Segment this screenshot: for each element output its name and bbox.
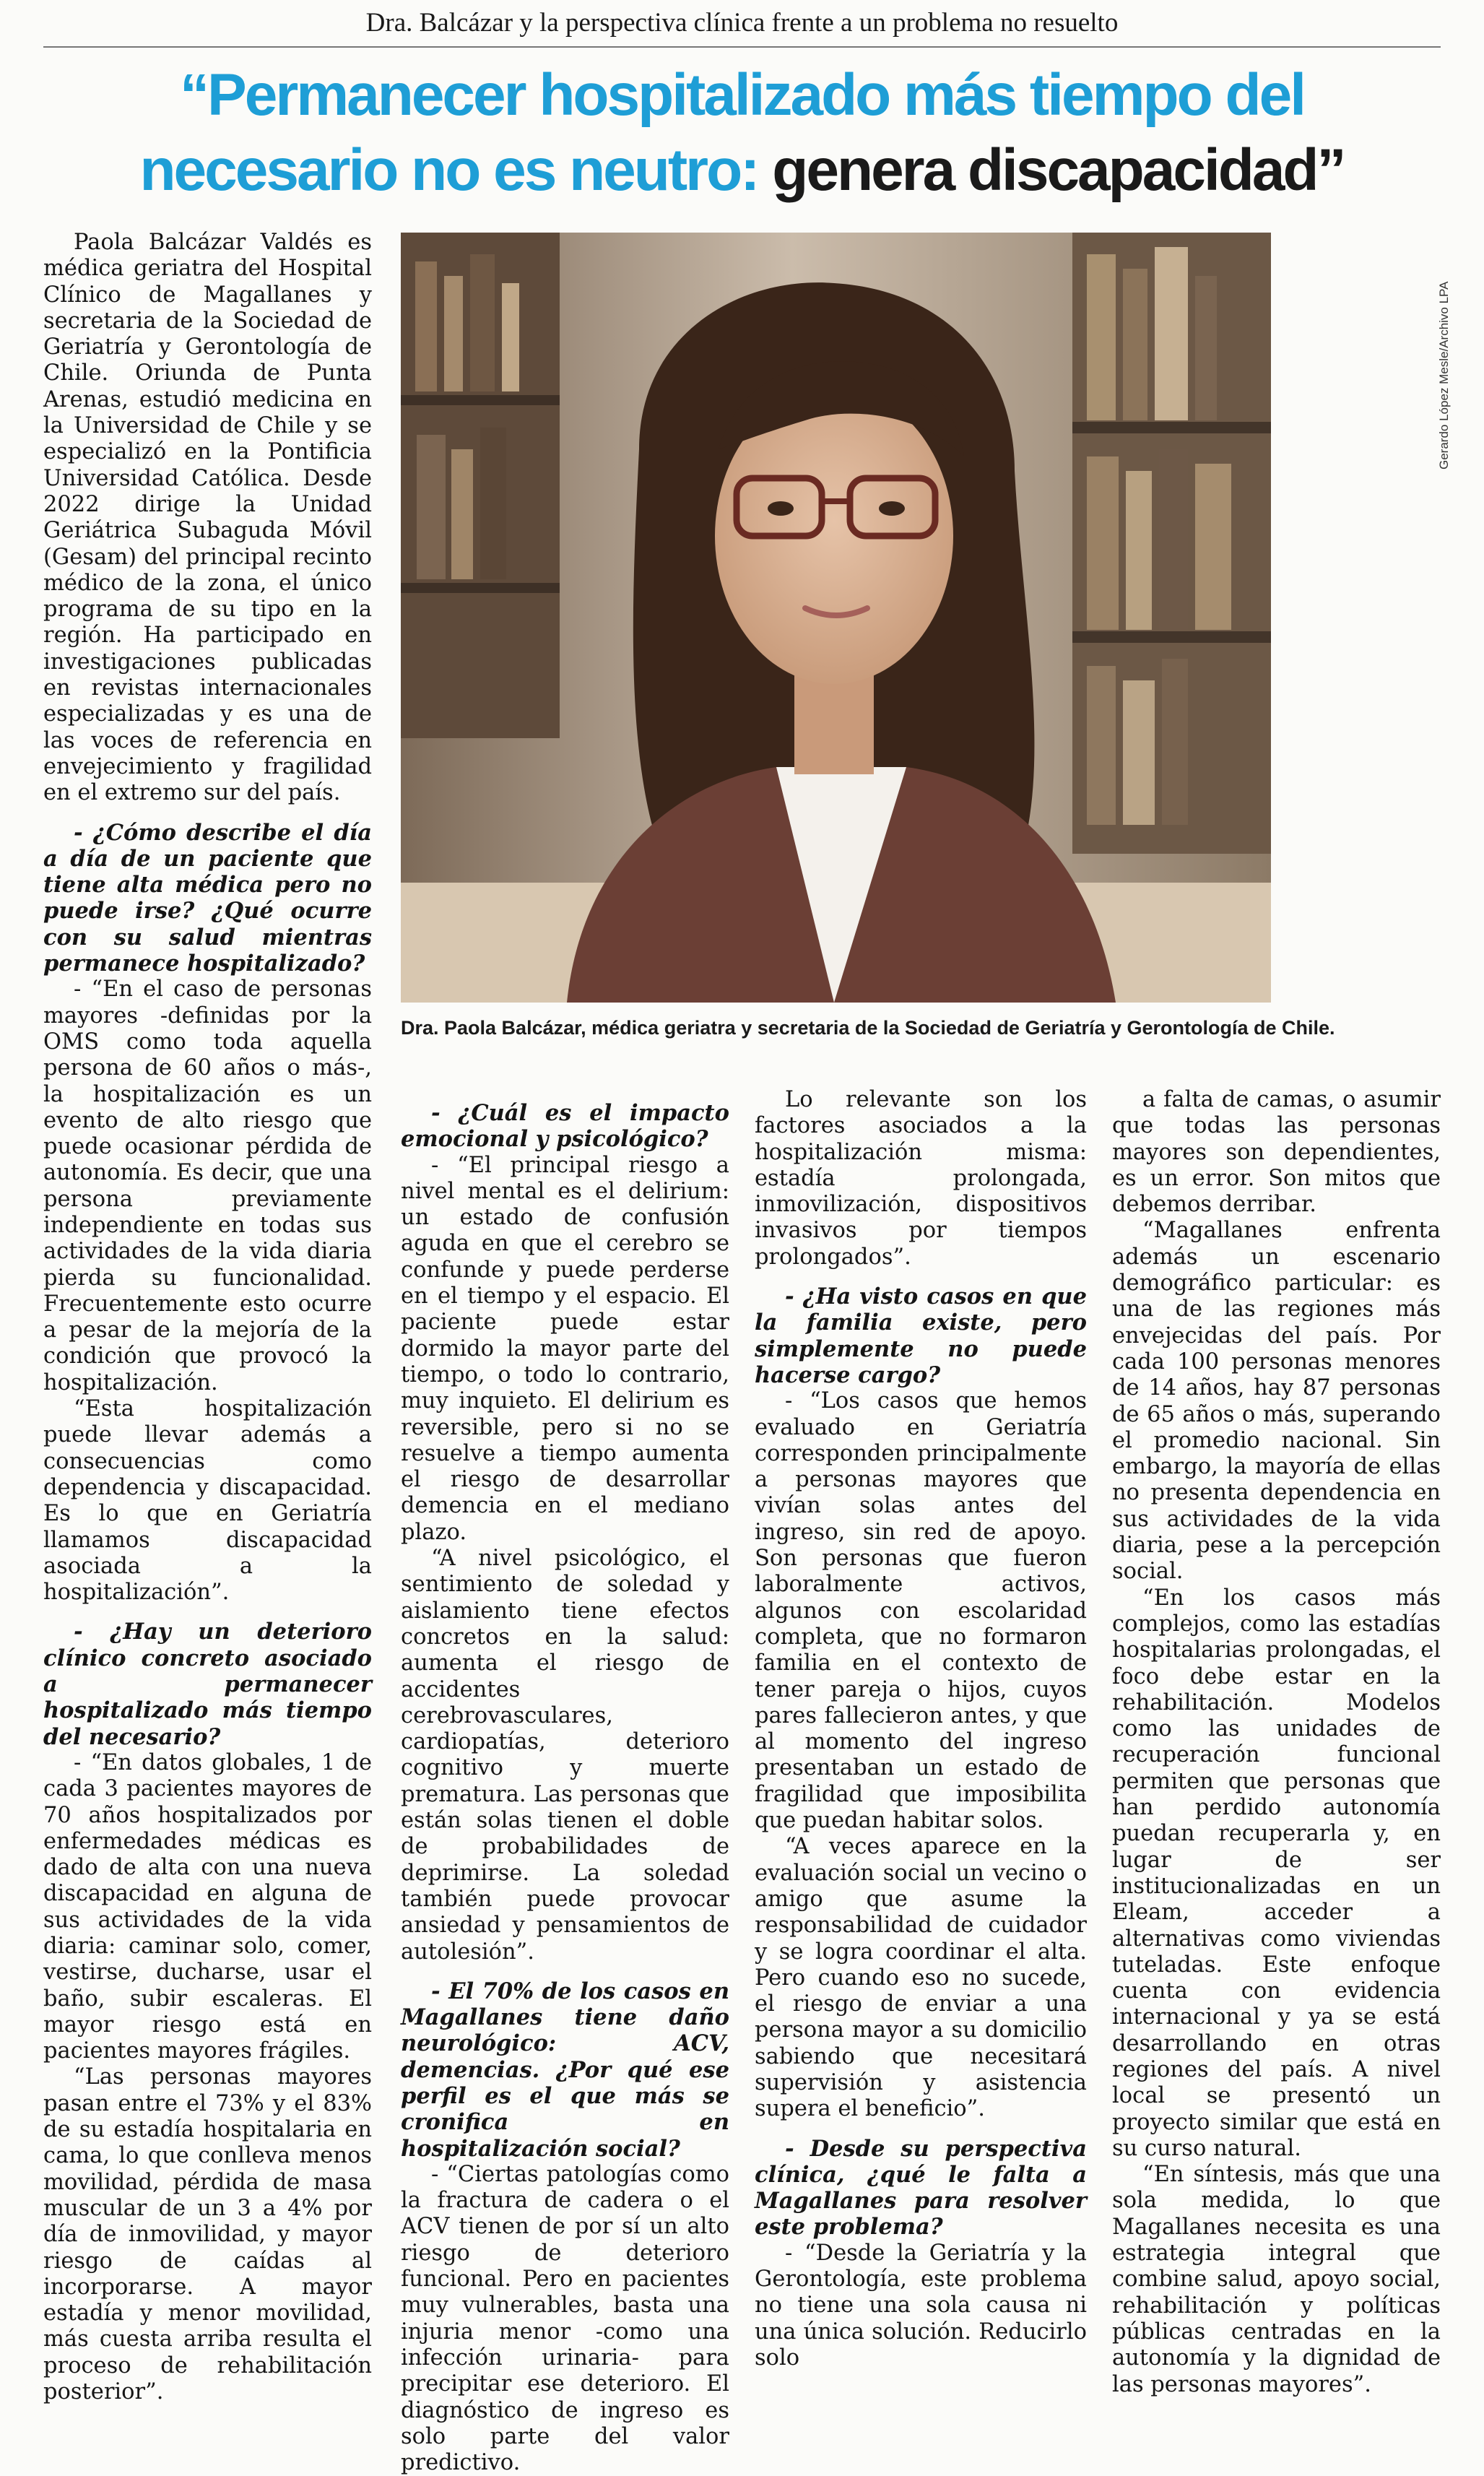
interview-question: - ¿Cómo describe el día a día de un paciente que tiene alta médica pero no puede irse? ¿Qué ocurre con su salud mientras permanece hospitalizado? [43, 819, 372, 977]
kicker: Dra. Balcázar y la perspectiva clínica frente a un problema no resuelto [365, 8, 1119, 38]
article-paragraph: Paola Balcázar Valdés es médica geriatra del Hospital Clínico de Magallanes y secretaria de la Sociedad de Geriatría y Gerontología de Chile. Oriunda de Punta Arenas, estudió medicina en la Universidad de Chile y se especializó en la Pontificia Universidad Católica. Desde 2022 dirige la Unidad Geriátrica Subaguda Móvil (Gesam) del principal recinto médico de la zona, el único programa de su tipo en la región. Ha participado en investigaciones publicadas en revistas internacionales especializadas y es una de las voces de referencia en envejecimiento y fragilidad en el extremo sur del país. [43, 230, 372, 806]
article-paragraph: “A veces aparece en la evaluación social un vecino o amigo que asume la responsabilidad de cuidador y se logra coordinar el alta. Pero cuando eso no sucede, el riesgo de enviar a una persona mayor a su domicilio sabiendo que necesitará supervisión y asistencia supera el beneficio”. [755, 1834, 1087, 2122]
photo-credit: Gerardo López Mesle/Archivo LPA [1437, 281, 1451, 469]
portrait-illustration [401, 233, 1271, 1003]
headline-line2-blue: necesario no es neutro: [139, 137, 758, 203]
article-column-2 [401, 1087, 729, 2476]
article-paragraph: - “Desde la Geriatría y la Gerontología, este problema no tiene una sola causa ni una única solución. Reducirlo solo [755, 2240, 1087, 2371]
portrait-photo [401, 233, 1271, 1003]
article-paragraph: “En los casos más complejos, como las estadías hospitalarias prolongadas, el foco debe estar en la rehabilitación. Modelos como las unidades de recuperación funcional permiten que personas que han perdido autonomía puedan recuperarla y, en lugar de ser institucionalizadas en un Eleam, acceder a alternativas como viviendas tuteladas. Este enfoque cuenta con evidencia internacional y ya se está desarrollando en otras regiones del país. A nivel local se presentó un proyecto similar que está en su curso natural. [1112, 1585, 1441, 2161]
article-paragraph: Lo relevante son los factores asociados a la hospitalización misma: estadía prolongada, inmovilización, dispositivos invasivos por tiempos prolongados”. [755, 1087, 1087, 1270]
headline-line1: “Permanecer hospitalizado más tiempo del [180, 62, 1304, 128]
article-paragraph: a falta de camas, o asumir que todas las personas mayores son dependientes, es un error. Son mitos que debemos derribar. [1112, 1087, 1441, 1218]
interview-question: - El 70% de los casos en Magallanes tiene daño neurológico: ACV, demencias. ¿Por qué ese perfil es el que más se cronifica en hospitalización social? [401, 1978, 729, 2162]
interview-question: - ¿Cuál es el impacto emocional y psicológico? [401, 1100, 729, 1153]
article-paragraph: - “Los casos que hemos evaluado en Geriatría corresponden principalmente a personas mayores que vivían solas antes del ingreso, sin red de apoyo. Son personas que fueron laboralmente activos, algunos con escolaridad completa, que no formaron familia en el contexto de tener pareja o hijos, cuyos pares fallecieron antes, y que al momento del ingreso presentaban un estado de fragilidad que imposibilita que puedan habitar solos. [755, 1388, 1087, 1834]
interview-question: - Desde su perspectiva clínica, ¿qué le falta a Magallanes para resolver este problema? [755, 2135, 1087, 2241]
headline-line2-dark: genera discapacidad” [758, 137, 1345, 203]
photo-caption: Dra. Paola Balcázar, médica geriatra y secretaria de la Sociedad de Geriatría y Gerontología de Chile. [401, 1017, 1335, 1039]
article-column-1 [43, 230, 372, 2405]
article-paragraph: “En síntesis, más que una sola medida, lo que Magallanes necesita es una estrategia integral que combine salud, apoyo social, rehabilitación y políticas públicas centradas en la autonomía y la dignidad de las personas mayores”. [1112, 2162, 1441, 2397]
article-paragraph: - “Ciertas patologías como la fractura de cadera o el ACV tienen de por sí un alto riesgo de deterioro funcional. Pero en pacientes muy vulnerables, basta una injuria menor -como una infección urinaria- para precipitar ese deterioro. El diagnóstico de ingreso es solo parte del valor predictivo. [401, 2161, 729, 2476]
article-column-3 [755, 1087, 1087, 2371]
article-paragraph: “Las personas mayores pasan entre el 73% y el 83% de su estadía hospitalaria en cama, lo que conlleva menos movilidad, pérdida de masa muscular de un 3 a 4% por día de inmovilidad, y mayor riesgo de caídas al incorporarse. A mayor estadía y menor movilidad, más cuesta arriba resulta el proceso de rehabilitación posterior”. [43, 2064, 372, 2405]
article-column-4 [1112, 1087, 1441, 2398]
article-paragraph: - “El principal riesgo a nivel mental es el delirium: un estado de confusión aguda en que el cerebro se confunde y puede perderse en el tiempo y el espacio. El paciente puede estar dormido la mayor parte del tiempo, o todo lo contrario, muy inquieto. El delirium es reversible, pero si no se resuelve a tiempo aumenta el riesgo de desarrollar demencia en el mediano plazo. [401, 1152, 729, 1545]
interview-question: - ¿Ha visto casos en que la familia existe, pero simplemente no puede hacerse cargo? [755, 1284, 1087, 1388]
article-paragraph: “Magallanes enfrenta además un escenario demográfico particular: es una de las regiones más envejecidas del país. Por cada 100 personas menores de 14 años, hay 87 personas de 65 años o más, superando el promedio nacional. Sin embargo, la mayoría de ellas no presenta dependencia en sus actividades de la vida diaria, pese a la percepción social. [1112, 1218, 1441, 1585]
header-rule [43, 46, 1441, 48]
article-paragraph: - “En el caso de personas mayores -definidas por la OMS como toda aquella persona de 60 años o más-, la hospitalización es un evento de alto riesgo que puede ocasionar pérdida de autonomía. Es decir, que una persona previamente independiente en todas sus actividades de la vida diaria pierda su funcionalidad. Frecuentemente esto ocurre a pesar de la mejoría de la condición que provocó la hospitalización. [43, 977, 372, 1395]
article-paragraph: “A nivel psicológico, el sentimiento de soledad y aislamiento tiene efectos concretos en la salud: aumenta el riesgo de accidentes cerebrovasculares, cardiopatías, deterioro cognitivo y muerte prematura. Las personas que están solas tienen el doble de probabilidades de deprimirse. La soledad también puede provocar ansiedad y pensamientos de autolesión”. [401, 1546, 729, 1965]
article-paragraph: “Esta hospitalización puede llevar además a consecuencias como dependencia y discapacidad. Es lo que en Geriatría llamamos discapacidad asociada a la hospitalización”. [43, 1396, 372, 1606]
interview-question: - ¿Hay un deterioro clínico concreto asociado a permanecer hospitalizado más tiempo del necesario? [43, 1619, 372, 1750]
headline [43, 58, 1441, 208]
article-paragraph: - “En datos globales, 1 de cada 3 pacientes mayores de 70 años hospitalizados por enfermedades médicas es dado de alta con una nueva discapacidad en alguna de sus actividades de la vida diaria: caminar solo, comer, vestirse, ducharse, usar el baño, subir escaleras. El mayor riesgo está en pacientes mayores frágiles. [43, 1749, 372, 2064]
